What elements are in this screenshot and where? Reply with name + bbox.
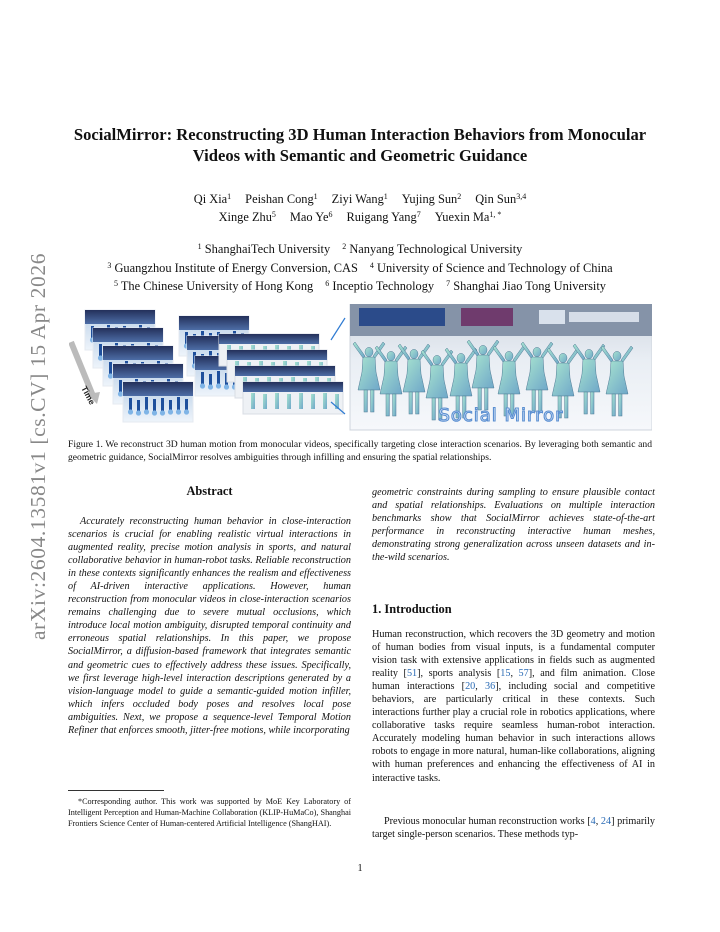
- introduction-paragraph-1: [372, 628, 655, 785]
- teaser-figure: [69, 304, 652, 432]
- affiliation-item: [107, 261, 358, 275]
- author-superscript: 7: [416, 210, 421, 219]
- affiliations: [40, 239, 680, 295]
- author-name: [435, 210, 502, 224]
- abstract-heading: Abstract: [186, 484, 233, 498]
- text-span: ], sports analysis [: [417, 668, 501, 680]
- reconstructed-mesh-sequence: [219, 334, 343, 414]
- affil-superscript: 5: [113, 279, 118, 288]
- abstract-continuation: geometric constraints during sampling to ensure plausible contact and spatial relationships. Evaluations on multiple interaction benchmarks show that SocialMirror achieves state-of-the-art performance in reconstructing interactive human meshes, demonstrating strong generalization across unseen datasets and in-the-wild scenarios.: [372, 487, 655, 564]
- arxiv-identifier: arXiv:2604.13581v1 [cs.CV] 15 Apr 2026: [26, 252, 50, 640]
- affil-name-text: The Chinese University of Hong Kong: [120, 279, 314, 293]
- authors-row-2: [60, 207, 660, 225]
- affiliation-row-2: [40, 258, 680, 277]
- page-number: 1: [357, 863, 363, 874]
- text-span: ,: [510, 668, 519, 680]
- citation-link[interactable]: 15: [500, 668, 511, 680]
- authors-row-1: [60, 189, 660, 207]
- citation-link[interactable]: 4: [590, 816, 596, 827]
- author-superscript: 6: [328, 210, 333, 219]
- author-superscript: 3,4: [516, 192, 527, 201]
- citation-link[interactable]: 24: [600, 816, 612, 827]
- teaser-figure-graphic: [69, 304, 652, 432]
- author-name: [290, 210, 333, 224]
- main-reconstruction-view: [350, 304, 652, 430]
- affil-superscript: 6: [325, 279, 330, 288]
- social-mirror-brand: Social Mirror: [438, 405, 564, 426]
- affiliation-item: [342, 242, 522, 256]
- text-span: ], including social and competitive behaviors, are particularly critical in these contexts. Such interactions further play a crucial role in robotics applications, where collaborative tasks require seamless human-robot interaction. Accurately modeling human behavior in such interactions allows robots to engage in more natural, human-like collaborations, aligning with human preferences and enhancing the effectiveness of AI in interactive tasks.: [372, 681, 655, 784]
- affil-superscript: 4: [369, 260, 374, 270]
- affil-name-text: Guangzhou Institute of Energy Conversion, CAS: [114, 260, 358, 275]
- figure-caption: Figure 1. We reconstruct 3D human motion from monocular videos, specifically targeting close interaction scenarios. By leveraging both semantic and geometric guidance, SocialMirror resolves ambiguities through infilling and ensuring the spatial relationships.: [68, 439, 652, 463]
- author-superscript: 1: [313, 192, 318, 201]
- text-span: ,: [475, 681, 485, 693]
- affil-name-text: Shanghai Jiao Tong University: [453, 279, 606, 293]
- affil-name-text: University of Science and Technology of China: [377, 260, 613, 275]
- title-line-2: Videos with Semantic and Geometric Guidance: [192, 146, 528, 165]
- text-span: Human reconstruction, which recovers the 3D geometry and motion of human bodies from visual inputs, is a fundamental computer vision task with extensive applications in fields such as augmented reality [: [372, 629, 655, 680]
- author-name: [346, 210, 420, 224]
- time-label: Time: [79, 384, 98, 407]
- text-span: Previous monocular human reconstruction works [: [384, 816, 591, 827]
- affil-name-text: Inceptio Technology: [332, 279, 435, 293]
- affil-superscript: 1: [197, 242, 202, 251]
- footnote: *Corresponding author. This work was supported by MoE Key Laboratory of Intelligent Perception and Human-Machine Collaboration (KLIP-HuMaCo), Shanghai Frontiers Science Center of Human-centered Artificial Intelligence (ShangHAI).: [68, 797, 351, 828]
- citation-link[interactable]: 36: [485, 681, 496, 693]
- introduction-paragraph-2: [372, 815, 655, 841]
- citation-link[interactable]: 20: [465, 681, 476, 693]
- author-superscript: 1: [383, 192, 388, 201]
- author-name: [475, 192, 526, 206]
- affiliation-row-3: [40, 276, 680, 295]
- affil-superscript: 2: [342, 242, 347, 251]
- text-span: ], and film animation. Close human interactions [: [372, 668, 655, 693]
- author-list: [60, 189, 660, 225]
- author-name-text: Qi Xia: [193, 192, 228, 206]
- author-name: [219, 210, 276, 224]
- affil-name-text: ShanghaiTech University: [204, 242, 331, 256]
- author-name-text: Mao Ye: [289, 210, 329, 224]
- author-superscript: 1: [227, 192, 232, 201]
- paper-title: [60, 124, 660, 166]
- affiliation-item: [114, 279, 313, 293]
- affil-superscript: 3: [107, 260, 112, 270]
- author-name-text: Qin Sun: [475, 192, 517, 206]
- footnote-rule: [68, 790, 164, 791]
- author-name: [332, 192, 388, 206]
- affil-superscript: 7: [446, 279, 451, 288]
- author-name: [194, 192, 231, 206]
- author-name-text: Ziyi Wang: [331, 192, 384, 206]
- author-name-text: Xinge Zhu: [218, 210, 272, 224]
- introduction-heading: 1. Introduction: [372, 602, 452, 616]
- author-name-text: Peishan Cong: [245, 192, 314, 206]
- affiliation-item: [198, 242, 331, 256]
- author-superscript: 1, *: [489, 210, 502, 219]
- citation-link[interactable]: 57: [518, 668, 529, 680]
- affil-name-text: Nanyang Technological University: [349, 242, 523, 256]
- affiliation-row-1: [40, 239, 680, 258]
- author-superscript: 2: [457, 192, 462, 201]
- text-span: ] primarily target single-person scenarios. These methods typ-: [372, 816, 655, 841]
- author-name: [402, 192, 461, 206]
- author-name-text: Yuexin Ma: [434, 210, 490, 224]
- affiliation-item: [370, 261, 613, 275]
- abstract-text: Accurately reconstructing human behavior in close-interaction scenarios is crucial for enabling realistic virtual interactions in augmented reality, precise motion analysis in sports, and natural collaborative behavior in human-robot tasks. Reliable reconstruction in these contexts significantly enhances the realism and effectiveness of AI-driven interactive applications. However, human reconstruction from monocular videos in close-interaction scenarios remains challenging due to severe mutual occlusions, which introduce local motion ambiguity, disrupted temporal continuity and erroneous spatial relationships. In this paper, we propose SocialMirror, a diffusion-based framework that integrates semantic and geometric cues to effectively address these issues. Specifically, we first leverage high-level interaction descriptions generated by a vision-language model to guide a semantic-guided motion infiller, which infers occluded body poses and resolves local pose ambiguities. Next, we propose a sequence-level Temporal Motion Refiner that enforces smooth, jitter-free motions, while incorporating: [68, 516, 351, 736]
- affiliation-item: [325, 279, 434, 293]
- author-name-text: Yujing Sun: [401, 192, 458, 206]
- author-superscript: 5: [271, 210, 276, 219]
- affiliation-item: [446, 279, 606, 293]
- author-name: [245, 192, 318, 206]
- title-line-1: SocialMirror: Reconstructing 3D Human Interaction Behaviors from Monocular: [73, 125, 647, 144]
- author-name-text: Ruigang Yang: [346, 210, 417, 224]
- text-span: ,: [595, 816, 601, 827]
- citation-link[interactable]: 51: [406, 668, 418, 680]
